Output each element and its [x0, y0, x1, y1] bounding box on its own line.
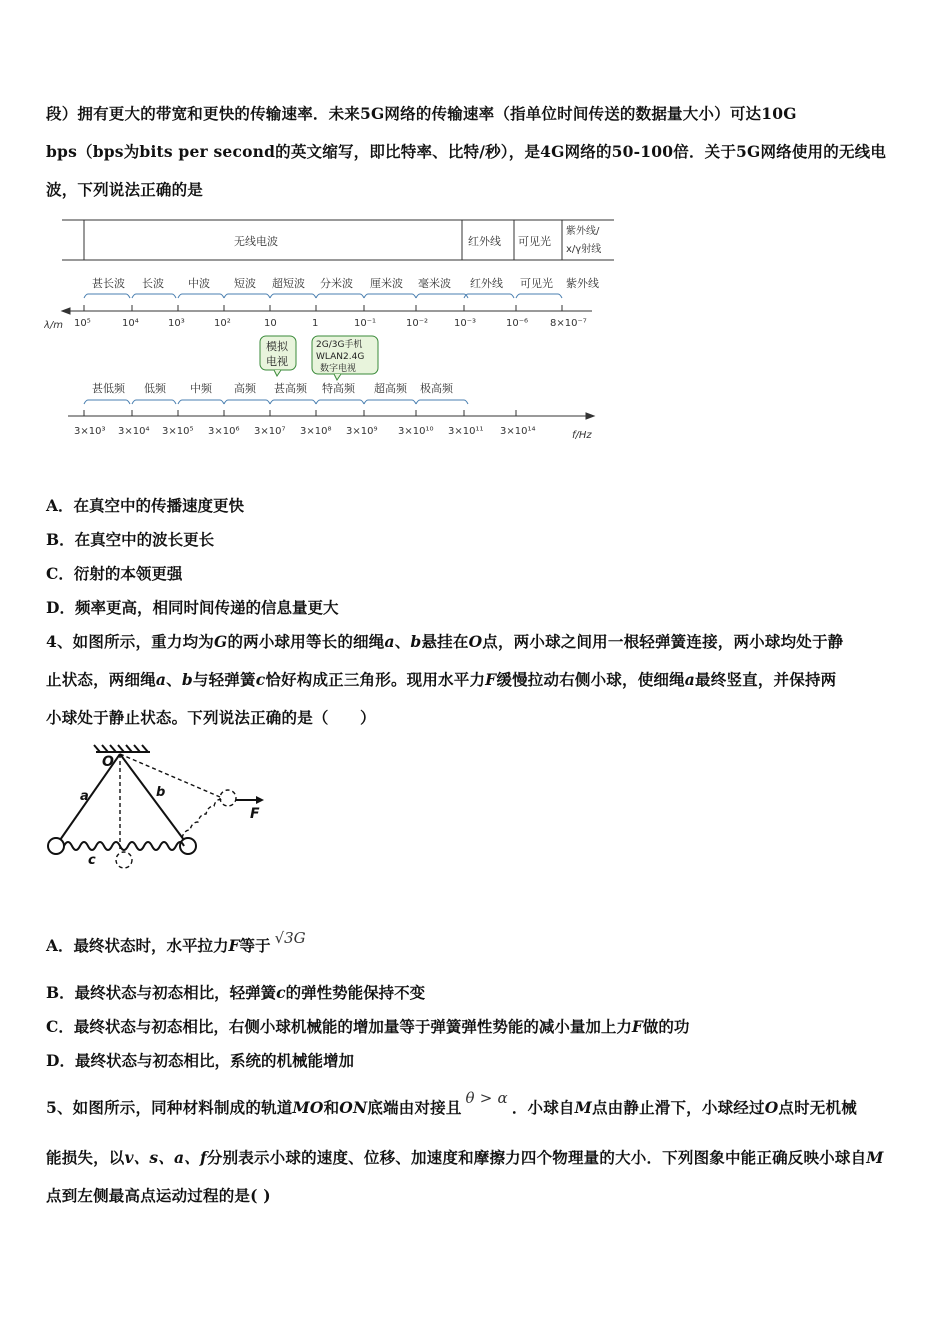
bubble-mobile-1: 2G/3G手机	[316, 340, 363, 350]
q3-option-d: D．频率更高，相同时间传递的信息量更大	[46, 598, 339, 617]
q3-option-c: C．衍射的本领更强	[46, 564, 183, 583]
lambda-tick-9: 10⁻⁶	[506, 318, 529, 329]
em-spectrum-figure	[44, 212, 624, 448]
q3-line-3: 波，下列说法正确的是	[46, 180, 204, 199]
freq-tick-3: 3×10⁶	[208, 426, 240, 437]
freq-tick-5: 3×10⁸	[300, 426, 332, 437]
freq-tick-7: 3×10¹⁰	[398, 426, 434, 437]
wave-name-4: 超短波	[272, 277, 305, 290]
band-uv: 紫外线/	[566, 226, 600, 237]
band-infrared: 红外线	[468, 235, 501, 248]
q4-option-a: A．最终状态时，水平拉力F等于 √3G	[46, 929, 306, 955]
q4-line-3: 小球处于静止状态。下列说法正确的是（ ）	[46, 708, 376, 727]
freq-name-1: 低频	[144, 382, 166, 395]
lambda-tick-3: 10²	[214, 318, 231, 329]
label-a: a	[80, 789, 89, 804]
q3-line-1: 段）拥有更大的带宽和更快的传输速率．未来5G网络的传输速率（指单位时间传送的数据量大小）可达10G	[46, 104, 797, 123]
bubble-mobile-3: 数字电视	[320, 364, 357, 374]
q5-line-3: 点到左侧最高点运动过程的是( )	[46, 1186, 271, 1205]
theta-gt-alpha-formula: θ > α	[465, 1089, 508, 1107]
wave-name-2: 中波	[188, 277, 210, 290]
freq-name-2: 中频	[190, 382, 212, 395]
bubble-analog-tv-2: 电视	[266, 355, 288, 368]
freq-tick-0: 3×10³	[74, 426, 106, 437]
spring-balls-figure	[44, 742, 284, 882]
freq-axis-label: f/Hz	[572, 430, 592, 441]
lambda-axis-label: λ/m	[44, 320, 64, 331]
q4-option-c: C．最终状态与初态相比，右侧小球机械能的增加量等于弹簧弹性势能的减小量加上力F做的功	[46, 1017, 690, 1036]
freq-tick-9: 3×10¹⁴	[500, 426, 536, 437]
wave-name-7: 毫米波	[418, 277, 451, 290]
label-F: F	[250, 806, 260, 822]
band-radio: 无线电波	[234, 235, 278, 248]
freq-name-7: 极高频	[420, 382, 453, 395]
wave-name-3: 短波	[234, 277, 256, 290]
lambda-tick-5: 1	[312, 318, 319, 329]
bubble-mobile-2: WLAN2.4G	[316, 352, 365, 362]
freq-name-6: 超高频	[374, 382, 407, 395]
label-O: O	[102, 754, 114, 770]
freq-tick-8: 3×10¹¹	[448, 426, 484, 437]
freq-tick-4: 3×10⁷	[254, 426, 286, 437]
lambda-tick-7: 10⁻²	[406, 318, 429, 329]
lambda-tick-8: 10⁻³	[454, 318, 477, 329]
wave-name-1: 长波	[142, 277, 164, 290]
q3-option-b: B．在真空中的波长更长	[46, 530, 215, 549]
q3-option-a: A．在真空中的传播速度更快	[46, 496, 245, 515]
q4-line-2: 止状态，两细绳a、b与轻弹簧c恰好构成正三角形。现用水平力F缓慢拉动右侧小球，使细绳a最终竖直，并保持两	[46, 670, 837, 689]
wave-name-8: 红外线	[470, 277, 503, 290]
lambda-tick-4: 10	[264, 318, 277, 329]
wave-name-5: 分米波	[320, 277, 353, 290]
freq-tick-1: 3×10⁴	[118, 426, 150, 437]
lambda-tick-6: 10⁻¹	[354, 318, 377, 329]
label-c: c	[88, 853, 96, 868]
freq-name-4: 甚高频	[274, 382, 307, 395]
freq-tick-6: 3×10⁹	[346, 426, 378, 437]
wave-name-10: 紫外线	[566, 277, 599, 290]
wave-name-6: 厘米波	[370, 277, 403, 290]
lambda-tick-2: 10³	[168, 318, 185, 329]
band-visible: 可见光	[518, 235, 551, 248]
q5-line-2: 能损失，以v、s、a、f分别表示小球的速度、位移、加速度和摩擦力四个物理量的大小．下列图象中能正确反映小球自M	[46, 1148, 884, 1167]
wave-name-0: 甚长波	[92, 277, 125, 290]
lambda-tick-0: 10⁵	[74, 318, 91, 329]
sqrt3G-formula: √3G	[274, 929, 306, 947]
freq-tick-2: 3×10⁵	[162, 426, 194, 437]
q4-line-1: 4、如图所示，重力均为G的两小球用等长的细绳a、b悬挂在O点，两小球之间用一根轻弹簧连接，两小球均处于静	[46, 632, 844, 651]
q4-option-d: D．最终状态与初态相比，系统的机械能增加	[46, 1051, 354, 1070]
lambda-tick-10: 8×10⁻⁷	[550, 318, 587, 329]
wave-name-9: 可见光	[520, 277, 553, 290]
q4-option-b: B．最终状态与初态相比，轻弹簧c的弹性势能保持不变	[46, 983, 426, 1002]
q3-line-2: bps（bps为bits per second的英文缩写，即比特率、比特/秒），是4G网络的50-100倍．关于5G网络使用的无线电	[46, 142, 887, 161]
freq-name-3: 高频	[234, 382, 256, 395]
lambda-tick-1: 10⁴	[122, 318, 139, 329]
bubble-analog-tv-1: 模拟	[266, 340, 288, 353]
freq-name-5: 特高频	[322, 382, 355, 395]
q5-line-1: 5、如图所示，同种材料制成的轨道MO和ON底端由对接且 θ > α ．小球自M点由静止滑下，小球经过O点时无机械	[46, 1089, 857, 1117]
freq-name-0: 甚低频	[92, 382, 125, 395]
band-xray: x/γ射线	[566, 244, 602, 255]
label-b: b	[156, 785, 166, 800]
